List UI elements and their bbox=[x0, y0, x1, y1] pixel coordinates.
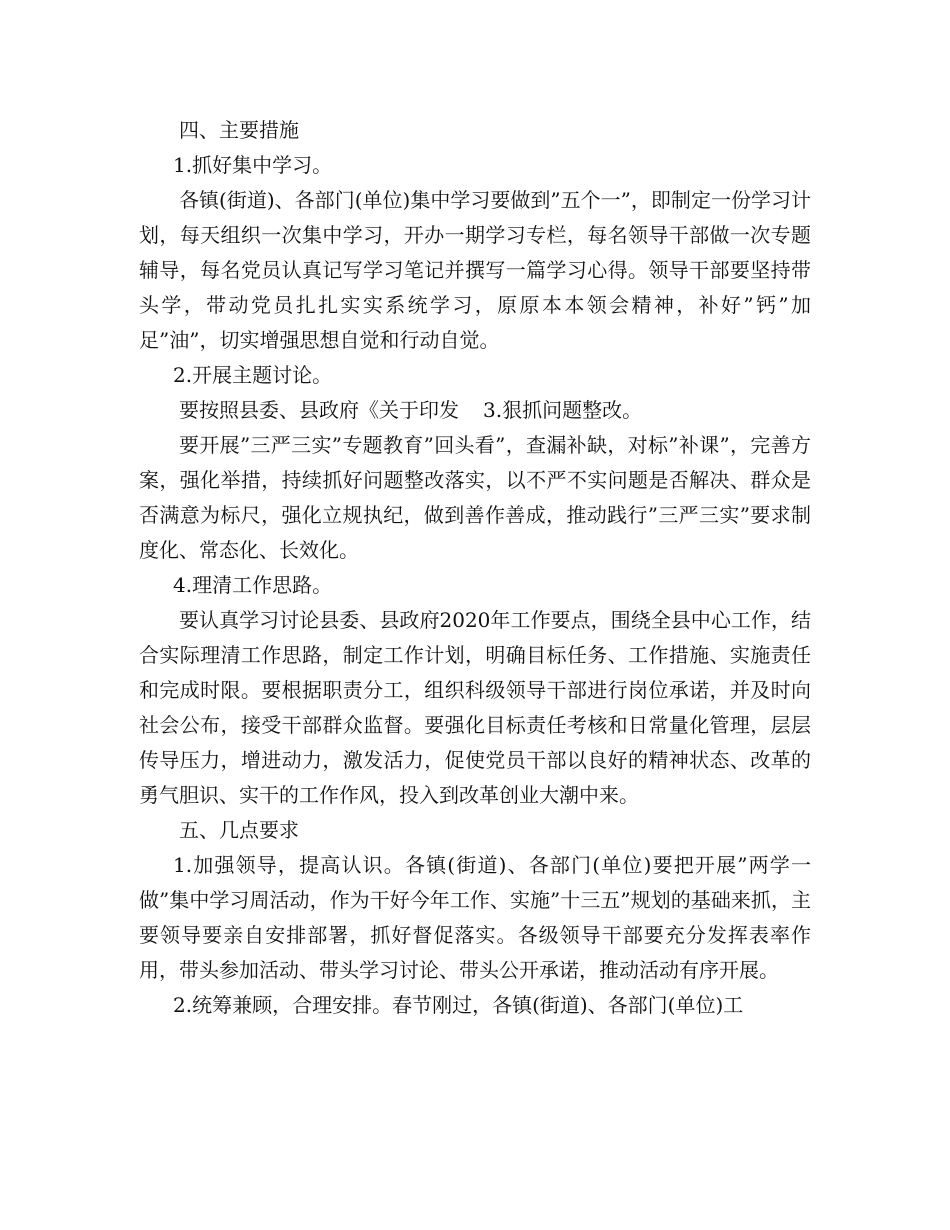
item-heading-discussion: 2.开展主题讨论。 bbox=[173, 363, 333, 387]
item-heading-ideas: 4.理清工作思路。 bbox=[173, 573, 333, 597]
split-line-left: 要按照县委、县政府《关于印发 bbox=[179, 398, 459, 422]
split-line-right: 3.狠抓问题整改。 bbox=[483, 398, 643, 422]
requirement-item: 1.加强领导，提高认识。各镇(街道)、各部门(单位)要把开展”两学一做”集中学习周活动，作为干好今年工作、实施”十三五”规划的基础来抓，主要领导要亲自安排部署，抓好督促落实。各级领导干部要充分发挥表率作用，带头参加活动、带头学习讨论、带头公开承诺，推动活动有序开展。 bbox=[139, 853, 811, 982]
body-paragraph: 要认真学习讨论县委、县政府2020年工作要点，围绕全县中心工作，结合实际理清工作思路，制定工作计划，明确目标任务、工作措施、实施责任和完成时限。要根据职责分工，组织科级领导干部进行岗位承诺，并及时向社会公布，接受干部群众监督。要强化目标责任考核和日常量化管理，层层传导压力，增进动力，激发活力，促使党员干部以良好的精神状态、改革的勇气胆识、实干的工作作风，投入到改革创业大潮中来。 bbox=[139, 608, 811, 807]
requirement-item: 2.统筹兼顾，合理安排。春节刚过，各镇(街道)、各部门(单位)工 bbox=[173, 993, 744, 1017]
section-heading-requirements: 五、几点要求 bbox=[179, 818, 299, 842]
item-heading-study: 1.抓好集中学习。 bbox=[173, 153, 333, 177]
body-paragraph: 各镇(街道)、各部门(单位)集中学习要做到”五个一”，即制定一份学习计划，每天组织一次集中学习，开办一期学习专栏，每名领导干部做一次专题辅导，每名党员认真记写学习笔记并撰写一篇学习心得。领导干部要坚持带头学，带动党员扎扎实实系统学习，原原本本领会精神，补好”钙”加足”油”，切实增强思想自觉和行动自觉。 bbox=[139, 188, 811, 352]
split-line bbox=[139, 393, 811, 428]
section-heading-measures: 四、主要措施 bbox=[179, 118, 299, 142]
body-paragraph: 要开展”三严三实”专题教育”回头看”，查漏补缺，对标”补课”，完善方案，强化举措，持续抓好问题整改落实，以不严不实问题是否解决、群众是否满意为标尺，强化立规执纪，做到善作善成，推动践行”三严三实”要求制度化、常态化、长效化。 bbox=[139, 433, 811, 562]
document-body bbox=[139, 113, 811, 1023]
